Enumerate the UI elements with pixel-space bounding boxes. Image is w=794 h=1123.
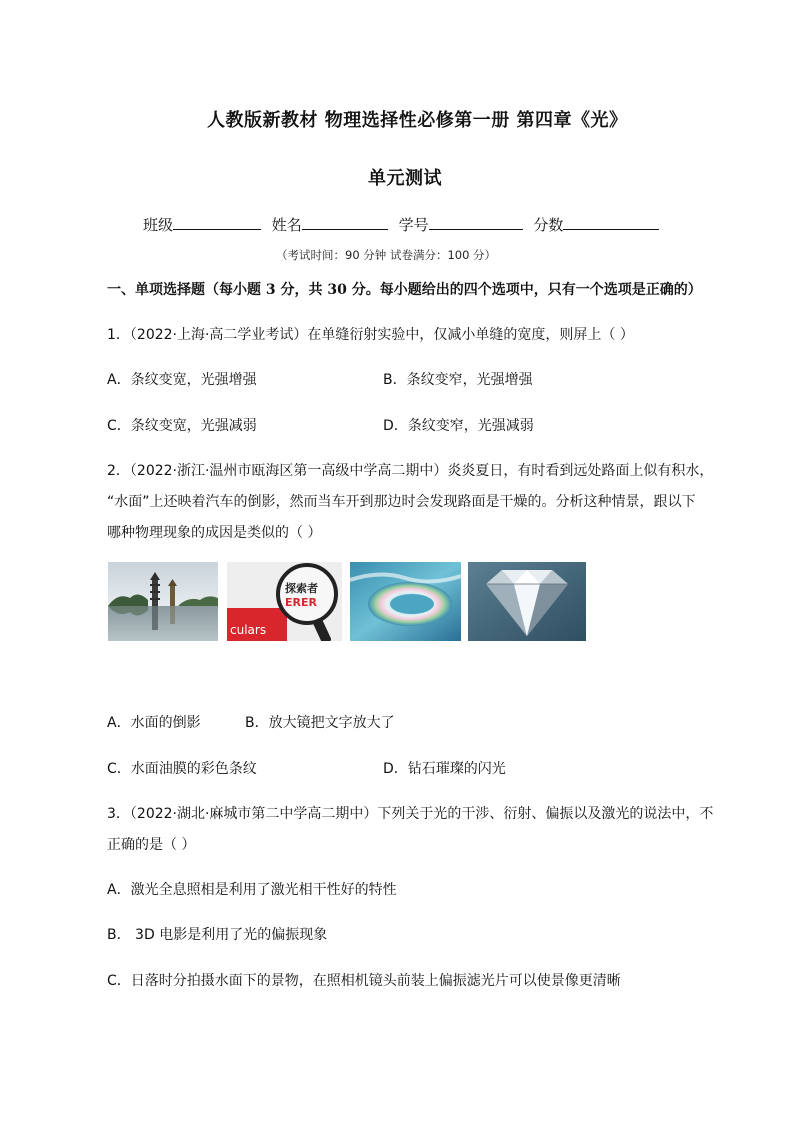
id-label: 学号 <box>398 216 429 234</box>
q3-option-c: C．日落时分拍摄水面下的景物，在照相机镜头前装上偏振滤光片可以使景像更清晰 <box>107 973 621 989</box>
magnifier-image <box>227 562 342 641</box>
q2-stem-line2: “水面”上还映着汽车的倒影，然而当车开到那边时会发现路面是干燥的。分析这种情景，跟以下 <box>107 494 696 510</box>
q3-stem-line2: 正确的是（ ） <box>107 837 196 853</box>
q1-option-b: B．条纹变窄，光强增强 <box>383 372 533 388</box>
q1-option-d: D．条纹变窄，光强减弱 <box>383 418 534 434</box>
name-blank[interactable] <box>302 215 388 230</box>
doc-subtitle: 单元测试 <box>368 168 442 189</box>
class-blank[interactable] <box>173 215 261 230</box>
q3-option-b: B． 3D 电影是利用了光的偏振现象 <box>107 927 328 943</box>
magnifier-text-cn: 探索者 <box>285 582 318 595</box>
score-blank[interactable] <box>563 215 659 230</box>
name-label: 姓名 <box>271 216 302 234</box>
q2-option-d: D．钻石璀璨的闪光 <box>383 761 506 777</box>
pagoda-reflection-image <box>108 562 218 641</box>
q1-option-c: C．条纹变宽，光强减弱 <box>107 418 257 434</box>
q3-stem-line1: 3．（2022·湖北·麻城市第二中学高二期中）下列关于光的干涉、衍射、偏振以及激光的说法中，不 <box>107 806 714 822</box>
q1-stem: 1．（2022·上海·高二学业考试）在单缝衍射实验中，仅减小单缝的宽度，则屏上（ ） <box>107 327 634 343</box>
q2-option-a: A．水面的倒影 <box>107 715 201 731</box>
q1-option-a: A．条纹变宽，光强增强 <box>107 372 257 388</box>
magnifier-text-bottom: culars <box>230 623 267 637</box>
info-fields <box>143 214 665 235</box>
diamond-image <box>468 562 586 641</box>
magnifier-text-en: ERER <box>285 596 317 609</box>
q2-stem-line1: 2．（2022·浙江·温州市瓯海区第一高级中学高二期中）炎炎夏日，有时看到远处路面上似有积水， <box>107 463 714 479</box>
exam-note: （考试时间：90 分钟 试卷满分：100 分） <box>276 248 497 262</box>
q3-option-a: A．激光全息照相是利用了激光相干性好的特性 <box>107 882 397 898</box>
id-blank[interactable] <box>429 215 523 230</box>
class-label: 班级 <box>143 216 174 234</box>
doc-title: 人教版新教材 物理选择性必修第一册 第四章《光》 <box>207 110 628 131</box>
oil-film-image <box>350 562 461 641</box>
section-heading: 一、单项选择题（每小题 3 分，共 30 分。每小题给出的四个选项中，只有一个选项是正确的） <box>107 282 702 298</box>
q2-option-c: C．水面油膜的彩色条纹 <box>107 761 257 777</box>
score-label: 分数 <box>533 216 564 234</box>
q2-option-b: B．放大镜把文字放大了 <box>245 715 395 731</box>
q2-stem-line3: 哪种物理现象的成因是类似的（ ） <box>107 525 322 541</box>
